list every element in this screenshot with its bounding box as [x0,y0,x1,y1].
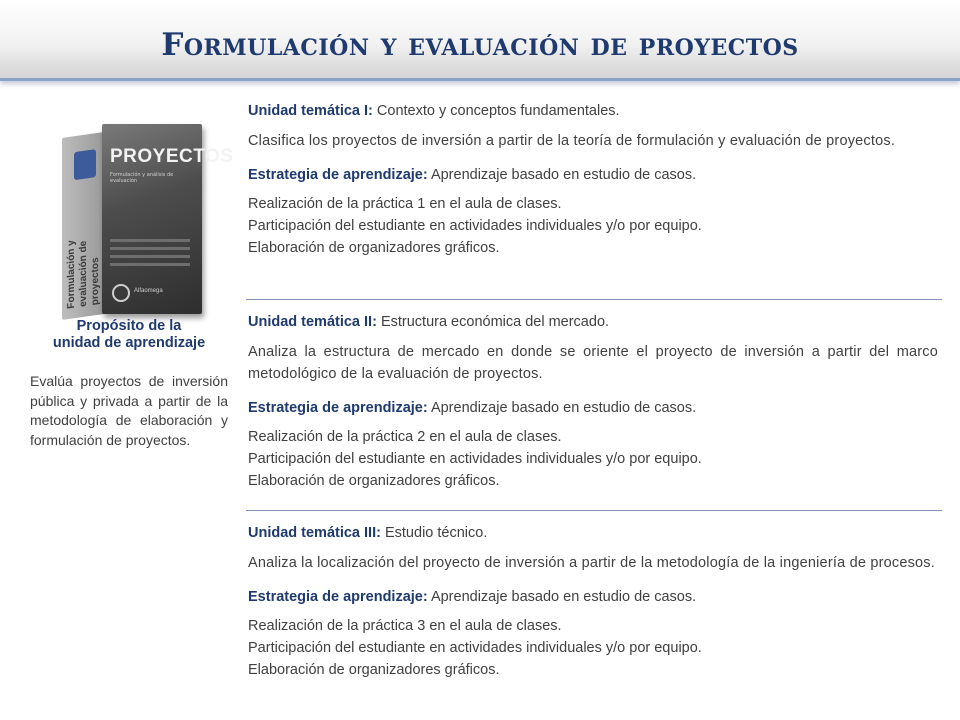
purpose-heading-line1: Propósito de la [76,318,182,334]
purpose-heading [24,318,234,352]
book-front-title: PROYECTOS [110,146,234,167]
section-divider [246,299,942,300]
unit-title-text: Estudio técnico. [384,525,488,541]
activity-list [248,193,938,259]
unit-label: Unidad temática III: [248,525,381,541]
strategy-text: Aprendizaje basado en estudio de casos. [430,589,697,605]
unit-section-3 [248,524,938,681]
strategy-label: Estrategia de aprendizaje: [248,400,428,416]
unit-title [248,524,938,542]
strategy-line [248,166,938,184]
page-title: Formulación y evaluación de proyectos [161,27,799,63]
activity-item: Participación del estudiante en actividades individuales y/o por equipo. [248,451,702,467]
book-front-decoration [110,234,190,271]
publisher-name: Alfaomega [134,288,163,294]
unit-description: Analiza la estructura de mercado en donde se oriente el proyecto de inversión a partir del marco metodológico de la evaluación de proyectos. [248,344,938,382]
activity-item: Participación del estudiante en actividades individuales y/o por equipo. [248,218,702,234]
purpose-text: Evalúa proyectos de inversión pública y privada a partir de la metodología de elaboración y formulación de proyectos. [30,373,228,448]
unit-title [248,313,938,331]
publisher-logo-icon [112,284,130,302]
section-divider [246,510,942,511]
book-cover-image [62,124,234,314]
unit-title-text: Contexto y conceptos fundamentales. [376,103,620,119]
unit-description: Clasifica los proyectos de inversión a partir de la teoría de formulación y evaluación de proyectos. [248,133,896,149]
strategy-label: Estrategia de aprendizaje: [248,589,428,605]
book-spine-text: Formulación y evaluación de proyectos [66,239,101,310]
strategy-line [248,399,938,417]
header-bar [0,0,960,81]
unit-section-2 [248,313,938,492]
strategy-text: Aprendizaje basado en estudio de casos. [430,400,697,416]
activity-item: Participación del estudiante en actividades individuales y/o por equipo. [248,640,702,656]
purpose-heading-line2: unidad de aprendizaje [52,335,206,351]
unit-description: Analiza la localización del proyecto de inversión a partir de la metodología de la ingeniería de procesos. [248,555,935,571]
activity-item: Elaboración de organizadores gráficos. [248,240,500,256]
activity-list [248,426,938,492]
unit-section-1 [248,102,938,259]
strategy-line [248,588,938,606]
activity-item: Elaboración de organizadores gráficos. [248,473,500,489]
strategy-text: Aprendizaje basado en estudio de casos. [430,167,697,183]
unit-title [248,102,938,120]
activity-list [248,615,938,681]
unit-title-text: Estructura económica del mercado. [380,314,610,330]
book-spine [62,132,104,320]
strategy-label: Estrategia de aprendizaje: [248,167,428,183]
unit-label: Unidad temática I: [248,103,373,119]
activity-item: Elaboración de organizadores gráficos. [248,662,500,678]
book-front-subtitle: Formulación y análisis de evaluación [110,172,174,184]
book-front [102,124,234,314]
unit-label: Unidad temática II: [248,314,377,330]
activity-item: Realización de la práctica 3 en el aula de clases. [248,618,562,634]
shield-logo-icon [74,149,96,180]
activity-item: Realización de la práctica 2 en el aula de clases. [248,429,562,445]
activity-item: Realización de la práctica 1 en el aula de clases. [248,196,562,212]
